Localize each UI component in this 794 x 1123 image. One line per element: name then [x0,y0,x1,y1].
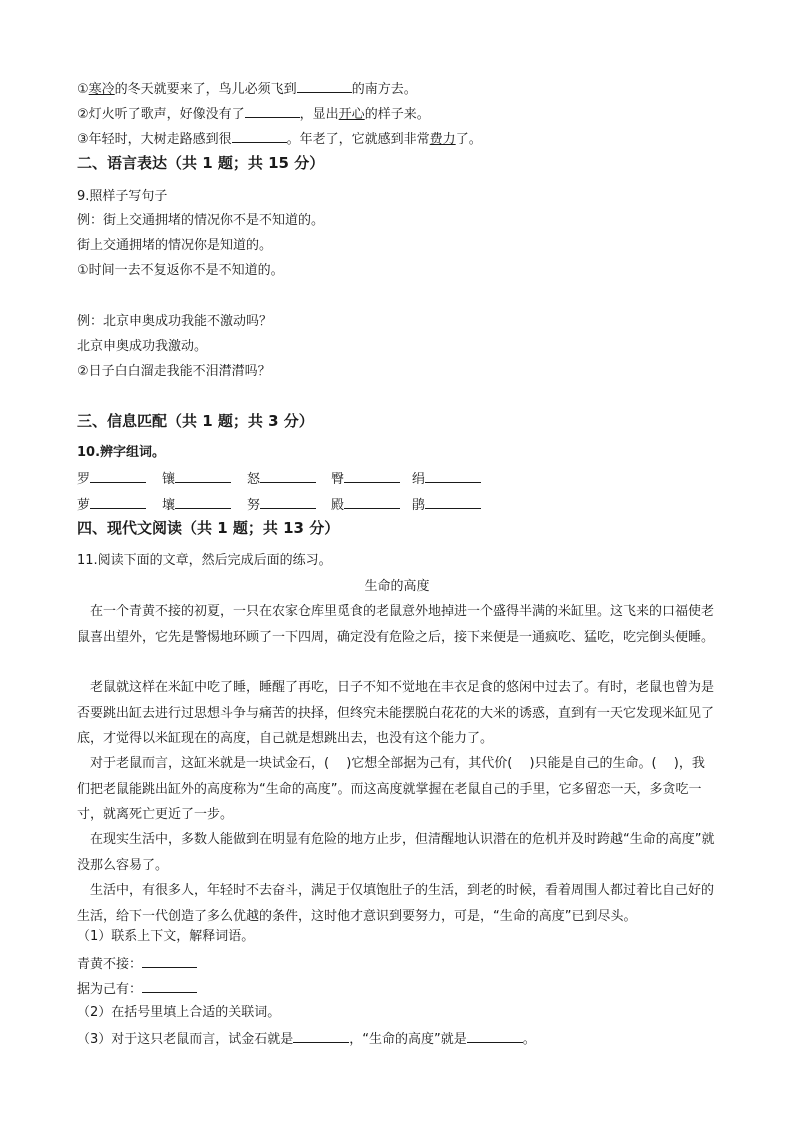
word-grid-cell[interactable] [77,468,146,490]
article-title: 生命的高度 [364,579,430,594]
sub-question-3-part-a: （3）对于这只老鼠而言，试金石就是 [77,1032,294,1047]
char-label: 臀 [331,472,345,487]
question-11-title: 11.阅读下面的文章，然后完成后面的练习。 [77,553,332,568]
fill-blank-3-suffix: 了。 [455,132,482,147]
fill-blank-1-text: 的冬天就要来了，鸟儿必须飞到 [114,82,297,97]
word-grid-cell[interactable] [77,494,146,516]
word-blank[interactable] [344,494,400,509]
char-label: 萝 [77,498,91,513]
example-1-original: 例：街上交通拥堵的情况你不是不知道的。 [77,213,325,228]
word-blank[interactable] [90,494,146,509]
word-blank[interactable] [175,468,231,483]
fill-blank-3-mid: 。年老了，它就感到非常 [286,132,430,147]
example-2-rewritten: 北京申奥成功我激动。 [77,339,208,354]
term-1-answer-line[interactable] [142,953,197,968]
word-grid-cell[interactable] [162,468,231,490]
article-paragraph-4: 在现实生活中，多数人能做到在明显有危险的地方止步，但清醒地认识潜在的危机并及时跨越“生命的高度”就没那么容易了。 [77,832,715,873]
term-2-label: 据为己有： [77,982,143,997]
fill-blank-1-suffix: 的南方去。 [351,82,417,97]
fill-blank-2-text: ②灯火听了歌声，好像没有了 [77,107,245,122]
question-9-title: 9.照样子写句子 [77,189,168,204]
fill-blank-2-answer-line[interactable] [245,103,300,118]
exercise-1: ①时间一去不复返你不是不知道的。 [77,263,284,278]
word-grid-cell[interactable] [331,494,400,516]
fill-blank-2-underlined-word: 开心 [338,107,365,122]
char-label: 壤 [162,498,176,513]
sub-question-3-blank-1[interactable] [293,1028,349,1043]
word-grid-cell[interactable] [247,494,316,516]
sub-question-3-blank-2[interactable] [467,1028,523,1043]
fill-blank-2-mid: ，显出 [299,107,339,122]
word-grid-cell[interactable] [412,468,481,490]
exercise-2: ②日子白白溜走我能不泪潸潸吗？ [77,364,271,379]
sub-question-3-part-c: 。 [522,1032,536,1047]
word-grid-cell[interactable] [162,494,231,516]
word-blank[interactable] [425,468,481,483]
word-blank[interactable] [260,468,316,483]
word-blank[interactable] [175,494,231,509]
fill-blank-2 [77,103,430,125]
fill-blank-3-underlined-word: 费力 [429,132,456,147]
word-grid-cell[interactable] [247,468,316,490]
char-label: 努 [247,498,261,513]
word-grid-cell[interactable] [331,468,400,490]
char-label: 殿 [331,498,345,513]
example-2-original: 例：北京申奥成功我能不激动吗？ [77,314,273,329]
term-2-answer-line[interactable] [142,978,197,993]
article-paragraph-5: 生活中，有很多人，年轻时不去奋斗，满足于仅填饱肚子的生活，到老的时候，看着周围人都过着比自己好的生活，给下一代创造了多么优越的条件，这时他才意识到要努力，可是，“生命的高度”已到尽头。 [77,883,715,924]
article-paragraph-1: 在一个青黄不接的初夏，一只在农家仓库里觅食的老鼠意外地掉进一个盛得半满的米缸里。这飞来的口福使老鼠喜出望外，它先是警惕地环顾了一下四周，确定没有危险之后，接下来便是一通疯吃、猛吃，吃完倒头便睡。 [77,604,715,645]
fill-blank-1-prefix: ① [77,82,89,97]
sub-question-2: （2）在括号里填上合适的关联词。 [77,1005,281,1020]
word-grid-cell[interactable] [412,494,481,516]
char-label: 怒 [247,472,261,487]
word-blank[interactable] [425,494,481,509]
sub-question-1: （1）联系上下文，解释词语。 [77,929,255,944]
char-label: 罗 [77,472,91,487]
question-10-title: 10.辨字组词。 [77,445,166,460]
example-1-rewritten: 街上交通拥堵的情况你是知道的。 [77,238,273,253]
term-1-label: 青黄不接： [77,957,143,972]
section-4-heading: 四、现代文阅读（共 1 题；共 13 分） [77,519,340,537]
fill-blank-1 [77,78,417,100]
fill-blank-3-answer-line[interactable] [232,128,287,143]
article-paragraph-3: 对于老鼠而言，这缸米就是一块试金石，( )它想全部据为己有，其代价( )只能是自己的生命。( )，我们把老鼠能跳出缸外的高度称为“生命的高度”。而这高度就掌握在老鼠自己的手里，它多留恋一天，多贪吃一寸，就离死亡更近了一步。 [77,756,705,822]
word-blank[interactable] [260,494,316,509]
char-label: 镶 [162,472,176,487]
article-paragraph-2: 老鼠就这样在米缸中吃了睡，睡醒了再吃，日子不知不觉地在丰衣足食的悠闲中过去了。有时，老鼠也曾为是否要跳出缸去进行过思想斗争与痛苦的抉择，但终究未能摆脱白花花的大米的诱惑，直到有一天它发现米缸见了底，才觉得以米缸现在的高度，自己就是想跳出去，也没有这个能力了。 [77,680,715,746]
char-label: 绢 [412,472,426,487]
word-blank[interactable] [90,468,146,483]
sub-question-3 [77,1028,536,1050]
term-2 [77,978,197,1000]
section-3-heading: 三、信息匹配（共 1 题；共 3 分） [77,412,314,430]
fill-blank-1-underlined-word: 寒冷 [88,82,115,97]
char-label: 鹃 [412,498,426,513]
fill-blank-3 [77,128,482,150]
word-blank[interactable] [344,468,400,483]
fill-blank-2-suffix: 的样子来。 [364,107,430,122]
fill-blank-1-answer-line[interactable] [297,78,352,93]
sub-question-3-part-b: ，“生命的高度”就是 [349,1032,467,1047]
fill-blank-3-text: ③年轻时，大树走路感到很 [77,132,232,147]
section-2-heading: 二、语言表达（共 1 题；共 15 分） [77,154,325,172]
term-1 [77,953,197,975]
